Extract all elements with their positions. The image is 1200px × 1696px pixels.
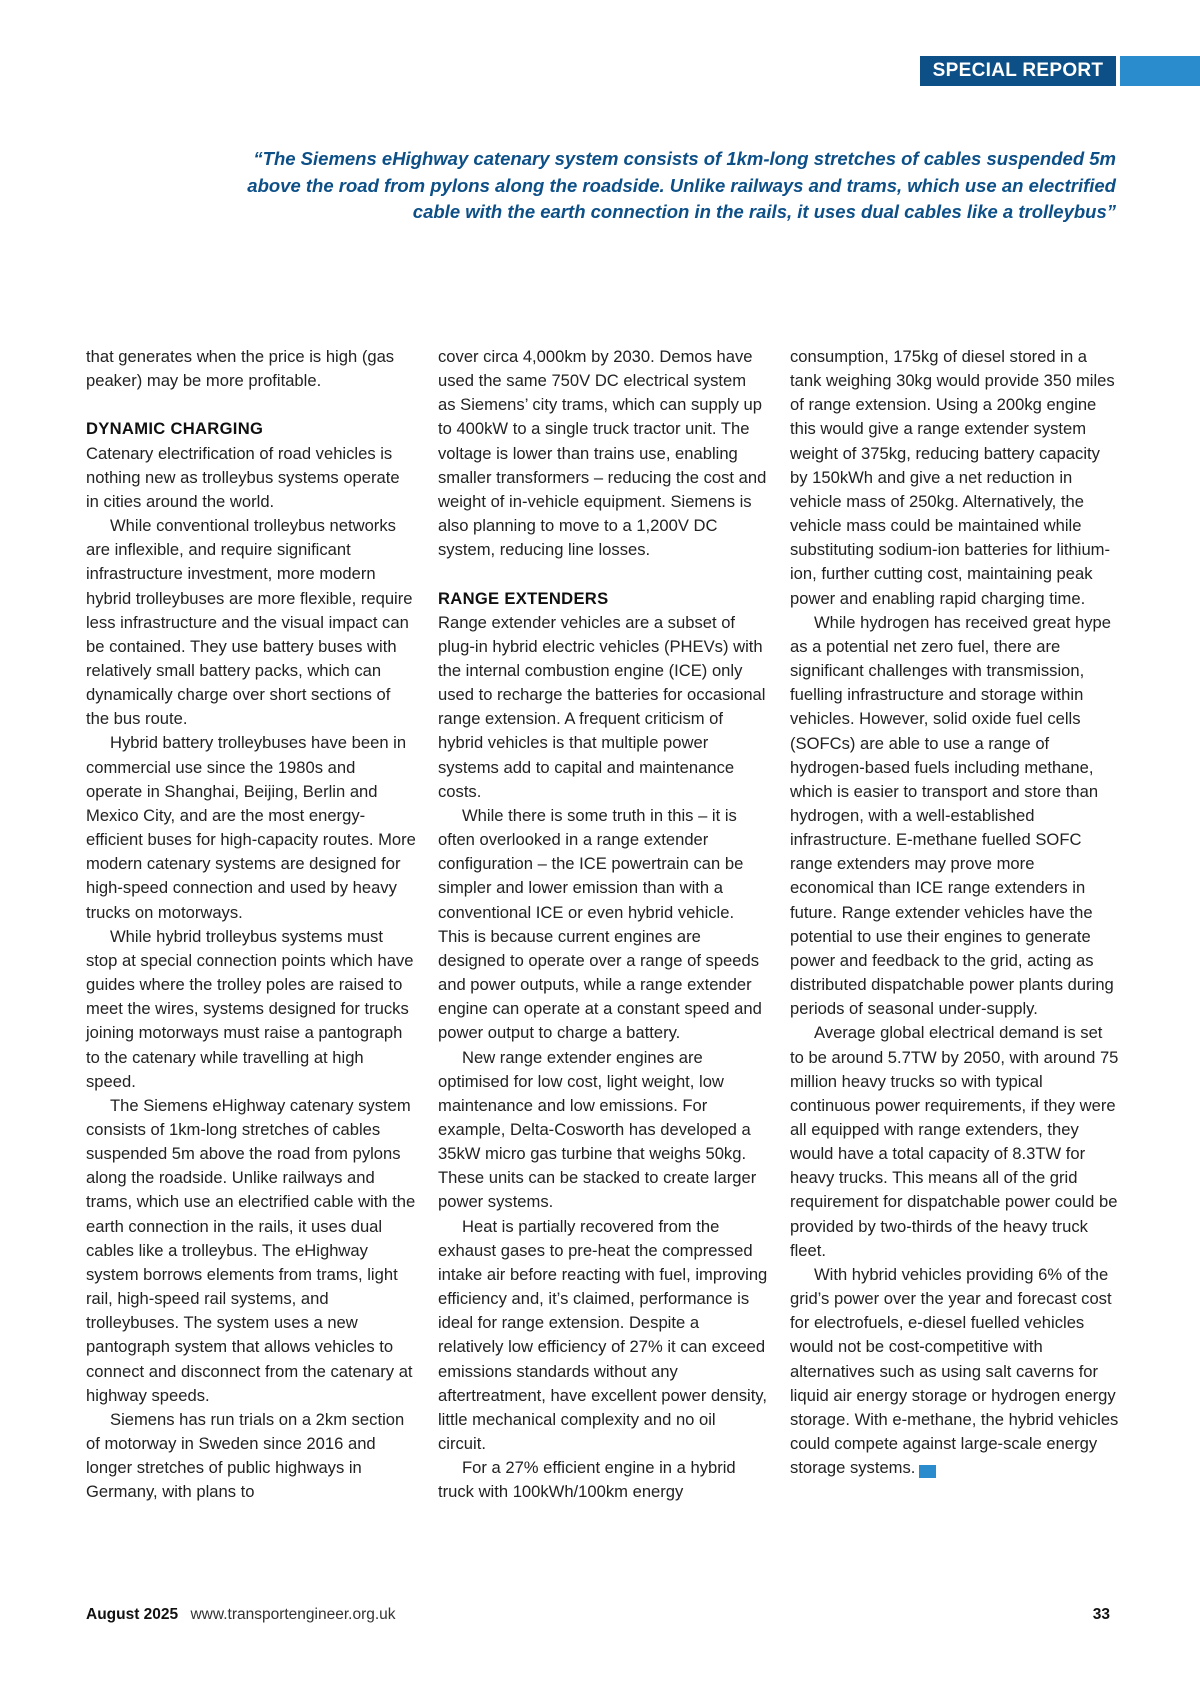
paragraph: While there is some truth in this – it is often overlooked in a range extender configuration – the ICE powertrain can be simpler and lower emission than with a conventional ICE or even hybrid vehicle. This is because current engines are designed to operate over a range of speeds and power outputs, while a range extender engine can operate at a constant speed and power output to charge a battery. [438,805,762,1043]
paragraph: For a 27% efficient engine in a hybrid truck with 100kWh/100km energy [438,1458,736,1502]
column-1 [86,345,416,1504]
page-footer [86,1604,1110,1626]
paragraph: The Siemens eHighway catenary system consists of 1km-long stretches of cables suspended 5m above the road from pylons along the roadside. Unlike railways and trams, which use an electrified cable with the earth connection in the rails, it uses dual cables like a trolleybus. The eHighway system borrows elements from trams, light rail, high-speed rail systems, and trolleybuses. The system uses a new pantograph system that allows vehicles to connect and disconnect from the catenary at highway speeds. [86,1095,416,1405]
section-label: SPECIAL REPORT [920,56,1116,86]
paragraph: Heat is partially recovered from the exhaust gases to pre-heat the compressed intake air before reacting with fuel, improving efficiency and, it’s claimed, performance is ideal for range extension. Despite a relatively low efficiency of 27% it can exceed emissions standards without any aftertreatment, have excellent power density, little mechanical complexity and no oil circuit. [438,1216,768,1454]
paragraph: While hybrid trolleybus systems must stop at special connection points which have guides where the trolley poles are raised to meet the wires, systems designed for trucks joining motorways must raise a pantograph to the catenary while travelling at high speed. [86,926,414,1091]
paragraph: Range extender vehicles are a subset of plug-in hybrid electric vehicles (PHEVs) with the internal combustion engine (ICE) only used to recharge the batteries for occasional range extension. A frequent criticism of hybrid vehicles is that multiple power systems add to capital and maintenance costs. [438,612,766,801]
paragraph: cover circa 4,000km by 2030. Demos have used the same 750V DC electrical system as Siemens’ city trams, which can supply up to 400kW to a single truck tractor unit. The voltage is lower than trains use, enabling smaller transformers – reducing the cost and weight of in-vehicle equipment. Siemens is also planning to move to a 1,200V DC system, reducing line losses. [438,347,767,560]
paragraph: consumption, 175kg of diesel stored in a tank weighing 30kg would provide 350 miles of range extension. Using a 200kg engine this would give a range extender system weight of 375kg, reducing battery capacity by 150kWh and give a net reduction in vehicle mass of 250kg. Alternatively, the vehicle mass could be maintained while substituting sodium-ion batteries for lithium-ion, further cutting cost, maintaining peak power and enabling rapid charging time. [790,347,1115,608]
paragraph: Average global electrical demand is set to be around 5.7TW by 2050, with around 75 million heavy trucks so with typical continuous power requirements, if they were all equipped with range extenders, they would have a total capacity of 8.3TW for heavy trucks. This means all of the grid requirement for dispatchable power could be provided by two-thirds of the heavy truck fleet. [790,1023,1119,1260]
section-header [920,56,1200,86]
website-url: www.transportengineer.org.uk [190,1606,396,1623]
paragraph: that generates when the price is high (gas peaker) may be more profitable. [86,347,395,391]
te-end-mark-icon: TE [919,1465,936,1478]
paragraph: New range extender engines are optimised for low cost, light weight, low maintenance and low emissions. For example, Delta-Cosworth has developed a 35kW micro gas turbine that weighs 50kg. These units can be stacked to create larger power systems. [438,1047,757,1212]
subheading-range-extenders: RANGE EXTENDERS [438,588,609,608]
column-2 [438,345,768,1504]
subheading-dynamic-charging: DYNAMIC CHARGING [86,419,264,439]
issue-date: August 2025 [86,1606,179,1623]
paragraph: Siemens has run trials on a 2km section of motorway in Sweden since 2016 and longer stretches of public highways in Germany, with plans to [86,1409,405,1502]
pull-quote: “The Siemens eHighway catenary system consists of 1km-long stretches of cables suspended 5m above the road from pylons along the roadside. Unlike railways and trams, which use an electrified cable with the earth connection in the rails, it uses dual cables like a trolleybus” [247,148,1116,223]
paragraph-text: With hybrid vehicles providing 6% of the grid’s power over the year and forecast cost for electrofuels, e-diesel fuelled vehicles would not be cost-competitive with alternatives such as using salt caverns for liquid air energy storage or hydrogen energy storage. With e-methane, the hybrid vehicles could compete against large-scale energy storage systems. [790,1264,1119,1478]
paragraph [790,1263,1120,1480]
paragraph: Catenary electrification of road vehicles is nothing new as trolleybus systems operate in cities around the world. [86,443,400,511]
page-number: 33 [1092,1606,1110,1623]
paragraph: While conventional trolleybus networks are inflexible, and require significant infrastructure investment, more modern hybrid trolleybuses are more flexible, require less infrastructure and the visual impact can be contained. They use battery buses with relatively small battery packs, which can dynamically charge over short sections of the bus route. [86,516,413,729]
paragraph: While hydrogen has received great hype as a potential net zero fuel, there are significant challenges with transmission, fuelling infrastructure and storage within vehicles. However, solid oxide fuel cells (SOFCs) are able to use a range of hydrogen-based fuels including methane, which is easier to transport and store than hydrogen, with a well-established infrastructure. E-methane fuelled SOFC range extenders may prove more economical than ICE range extenders in future. Range extender vehicles have the potential to use their engines to generate power and feedback to the grid, acting as distributed dispatchable power plants during periods of seasonal under-supply. [790,612,1114,1019]
column-3 [790,345,1120,1480]
paragraph: Hybrid battery trolleybuses have been in commercial use since the 1980s and operate in Shanghai, Beijing, Berlin and Mexico City, and are the most energy-efficient buses for high-capacity routes. More modern catenary systems are designed for high-speed connection and used by heavy trucks on motorways. [86,733,416,922]
header-accent-bar [1120,56,1200,86]
